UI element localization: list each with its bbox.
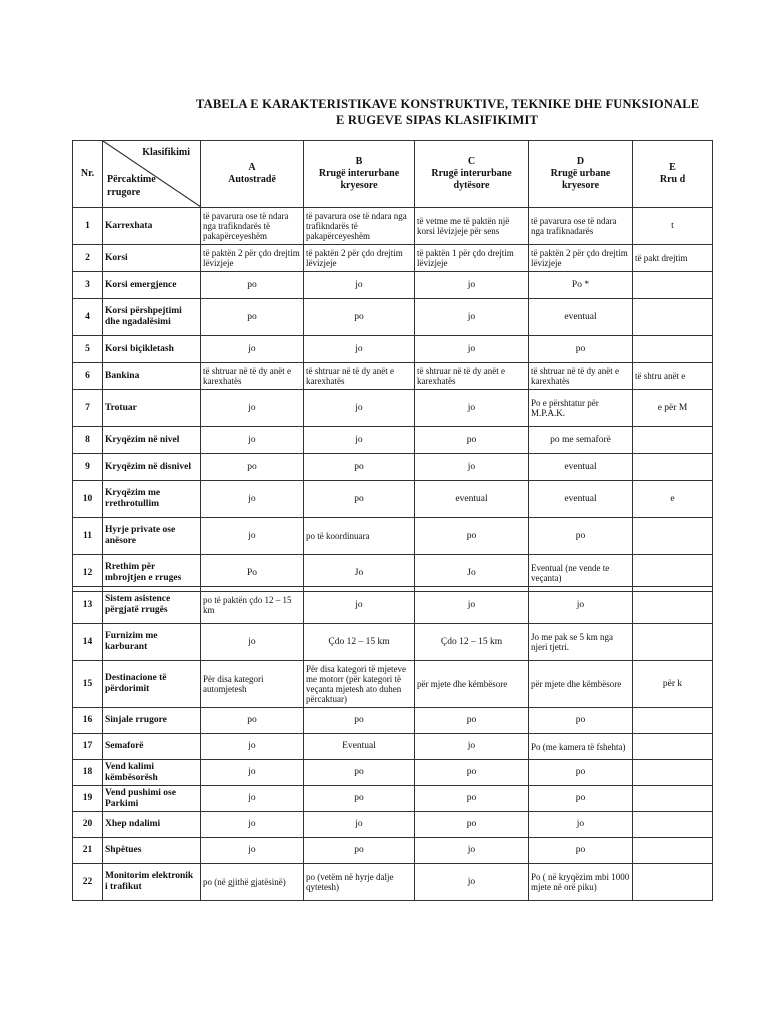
- title-line-2: E RUGEVE SIPAS KLASIFIKIMIT: [336, 113, 539, 127]
- row-number-cell: 12: [73, 555, 103, 592]
- cell-col-b: po: [304, 708, 415, 734]
- cell-col-d: të shtruar në të dy anët e karexhatës: [529, 363, 633, 390]
- cell-col-a: të pavarura ose të ndara nga trafikndarës të pakapërceyeshëm: [201, 208, 304, 245]
- row-feature-cell: Furnizim me karburant: [103, 624, 201, 661]
- table-row: [73, 864, 713, 901]
- cell-col-b: jo: [304, 390, 415, 427]
- row-feature-cell: Hyrje private ose anësore: [103, 518, 201, 555]
- cell-col-d: Po *: [529, 272, 633, 299]
- cell-col-a: të shtruar në të dy anët e karexhatës: [201, 363, 304, 390]
- header-classification-label: Klasifikimi: [142, 147, 190, 158]
- cell-col-a: Për disa kategori automjetesh: [201, 661, 304, 708]
- header-col-d: [529, 141, 633, 208]
- cell-col-a: po: [201, 299, 304, 336]
- row-feature-cell: Monitorim elektronik i trafikut: [103, 864, 201, 901]
- row-number-cell: 20: [73, 812, 103, 838]
- cell-col-c: të shtruar në të dy anët e karexhatës: [415, 363, 529, 390]
- cell-col-d: jo: [529, 587, 633, 624]
- cell-col-c: eventual: [415, 481, 529, 518]
- col-d-code: D: [576, 156, 585, 167]
- row-feature-cell: Korsi: [103, 245, 201, 272]
- cell-col-d: po: [529, 336, 633, 363]
- cell-col-b: po: [304, 481, 415, 518]
- cell-col-d: Jo me pak se 5 km nga njeri tjetri.: [529, 624, 633, 661]
- row-feature-cell: Korsi biçikletash: [103, 336, 201, 363]
- cell-col-e: të pakt drejtim: [633, 245, 713, 272]
- row-feature-cell: Vend pushimi ose Parkimi: [103, 786, 201, 812]
- row-number-cell: 11: [73, 518, 103, 555]
- classification-table-part-1: [72, 140, 713, 592]
- row-feature-cell: Semaforë: [103, 734, 201, 760]
- cell-col-e: e: [633, 481, 713, 518]
- cell-col-d: po: [529, 760, 633, 786]
- col-d-name: Rrugë urbane kryesore: [550, 168, 611, 191]
- header-road-definitions-label: [107, 173, 156, 199]
- row-number-cell: 9: [73, 454, 103, 481]
- row-number-cell: 15: [73, 661, 103, 708]
- row-number-cell: 5: [73, 336, 103, 363]
- row-feature-cell: Rrethim për mbrojtjen e rruges: [103, 555, 201, 592]
- row-number-cell: 4: [73, 299, 103, 336]
- table-row: [73, 518, 713, 555]
- cell-col-e: [633, 272, 713, 299]
- cell-col-a: jo: [201, 427, 304, 454]
- cell-col-b: po: [304, 786, 415, 812]
- row-number-cell: 3: [73, 272, 103, 299]
- cell-col-b: jo: [304, 587, 415, 624]
- row-feature-cell: Shpëtues: [103, 838, 201, 864]
- cell-col-c: po: [415, 427, 529, 454]
- cell-col-a: po të paktën çdo 12 – 15 km: [201, 587, 304, 624]
- table-row: [73, 208, 713, 245]
- cell-col-c: të paktën 1 për çdo drejtim lëvizjeje: [415, 245, 529, 272]
- cell-col-b: po: [304, 454, 415, 481]
- cell-col-a: të paktën 2 për çdo drejtim lëvizjeje: [201, 245, 304, 272]
- cell-col-a: Po: [201, 555, 304, 592]
- header-diag-bottom-1: Përcaktime: [107, 174, 156, 185]
- row-feature-cell: Sistem asistence përgjatë rrugës: [103, 587, 201, 624]
- cell-col-e: [633, 518, 713, 555]
- table-row: [73, 734, 713, 760]
- row-number-cell: 2: [73, 245, 103, 272]
- cell-col-a: jo: [201, 812, 304, 838]
- cell-col-c: Çdo 12 – 15 km: [415, 624, 529, 661]
- table-row: [73, 272, 713, 299]
- cell-col-b: jo: [304, 272, 415, 299]
- cell-col-c: për mjete dhe këmbësore: [415, 661, 529, 708]
- cell-col-b: Për disa kategori të mjeteve me motorr (për kategori të veçanta mjetesh ato duhen përcaktuar): [304, 661, 415, 708]
- table-body-part-2: [73, 587, 713, 901]
- cell-col-b: të shtruar në të dy anët e karexhatës: [304, 363, 415, 390]
- col-a-code: A: [248, 162, 256, 173]
- cell-col-e: [633, 812, 713, 838]
- cell-col-b: po: [304, 299, 415, 336]
- cell-col-e: [633, 624, 713, 661]
- cell-col-c: jo: [415, 299, 529, 336]
- cell-col-c: po: [415, 812, 529, 838]
- cell-col-a: jo: [201, 518, 304, 555]
- table-body-part-1: [73, 208, 713, 592]
- table-row: [73, 336, 713, 363]
- row-number-cell: 7: [73, 390, 103, 427]
- cell-col-d: Po (me kamera të fshehta): [529, 734, 633, 760]
- cell-col-c: jo: [415, 390, 529, 427]
- cell-col-a: jo: [201, 786, 304, 812]
- cell-col-a: jo: [201, 734, 304, 760]
- cell-col-e: [633, 427, 713, 454]
- cell-col-b: Çdo 12 – 15 km: [304, 624, 415, 661]
- cell-col-b: po: [304, 838, 415, 864]
- cell-col-e: e për M: [633, 390, 713, 427]
- cell-col-b: po: [304, 760, 415, 786]
- cell-col-c: po: [415, 518, 529, 555]
- cell-col-d: jo: [529, 812, 633, 838]
- cell-col-b: po të koordinuara: [304, 518, 415, 555]
- col-e-name: Rru d: [659, 174, 686, 185]
- table-row: [73, 390, 713, 427]
- cell-col-b: të paktën 2 për çdo drejtim lëvizjeje: [304, 245, 415, 272]
- cell-col-e: t: [633, 208, 713, 245]
- row-feature-cell: Kryqëzim në disnivel: [103, 454, 201, 481]
- table-row: [73, 812, 713, 838]
- cell-col-a: po: [201, 272, 304, 299]
- col-e-code: E: [669, 162, 676, 173]
- row-feature-cell: Xhep ndalimi: [103, 812, 201, 838]
- cell-col-a: jo: [201, 624, 304, 661]
- col-b-code: B: [355, 156, 363, 167]
- col-c-name: Rrugë interurbane dytësore: [431, 168, 512, 191]
- cell-col-c: jo: [415, 587, 529, 624]
- row-number-cell: 17: [73, 734, 103, 760]
- row-number-cell: 21: [73, 838, 103, 864]
- header-nr: Nr.: [73, 141, 103, 208]
- col-a-name: Autostradë: [228, 174, 276, 185]
- cell-col-e: [633, 786, 713, 812]
- cell-col-b: jo: [304, 812, 415, 838]
- row-number-cell: 1: [73, 208, 103, 245]
- cell-col-e: [633, 734, 713, 760]
- cell-col-a: jo: [201, 760, 304, 786]
- header-diag-bottom-2: rrugore: [107, 187, 141, 198]
- cell-col-d: eventual: [529, 481, 633, 518]
- cell-col-a: po: [201, 708, 304, 734]
- row-number-cell: 18: [73, 760, 103, 786]
- cell-col-e: [633, 454, 713, 481]
- cell-col-e: [633, 864, 713, 901]
- row-feature-cell: Bankina: [103, 363, 201, 390]
- cell-col-d: eventual: [529, 454, 633, 481]
- row-feature-cell: Kryqëzim me rrethrotullim: [103, 481, 201, 518]
- table-row: [73, 481, 713, 518]
- cell-col-e: [633, 838, 713, 864]
- row-number-cell: 8: [73, 427, 103, 454]
- cell-col-a: jo: [201, 336, 304, 363]
- header-col-e: [633, 141, 713, 208]
- cell-col-e: [633, 708, 713, 734]
- cell-col-c: po: [415, 786, 529, 812]
- cell-col-d: po: [529, 518, 633, 555]
- table-row: [73, 661, 713, 708]
- cell-col-c: jo: [415, 734, 529, 760]
- row-number-cell: 22: [73, 864, 103, 901]
- cell-col-d: po: [529, 786, 633, 812]
- table-row: [73, 587, 713, 624]
- cell-col-d: Po e përshtatur për M.P.A.K.: [529, 390, 633, 427]
- cell-col-b: të pavarura ose të ndara nga trafikndarës të pakapërceyeshëm: [304, 208, 415, 245]
- cell-col-d: të paktën 2 për çdo drejtim lëvizjeje: [529, 245, 633, 272]
- cell-col-c: jo: [415, 864, 529, 901]
- table-row: [73, 363, 713, 390]
- table-row: [73, 454, 713, 481]
- cell-col-e: [633, 299, 713, 336]
- cell-col-c: jo: [415, 272, 529, 299]
- document-title: [196, 96, 768, 128]
- cell-col-c: jo: [415, 454, 529, 481]
- row-number-cell: 6: [73, 363, 103, 390]
- cell-col-d: po: [529, 838, 633, 864]
- row-number-cell: 16: [73, 708, 103, 734]
- cell-col-d: po me semaforë: [529, 427, 633, 454]
- cell-col-e: të shtru anët e: [633, 363, 713, 390]
- table-row: [73, 624, 713, 661]
- cell-col-c: jo: [415, 838, 529, 864]
- cell-col-a: jo: [201, 390, 304, 427]
- header-col-a: [201, 141, 304, 208]
- cell-col-d: Po ( në kryqëzim mbi 1000 mjete në orë piku): [529, 864, 633, 901]
- table-row: [73, 786, 713, 812]
- table-row: [73, 299, 713, 336]
- table-row: [73, 760, 713, 786]
- row-feature-cell: Korsi përshpejtimi dhe ngadalësimi: [103, 299, 201, 336]
- row-feature-cell: Vend kalimi këmbësorësh: [103, 760, 201, 786]
- table-row: [73, 427, 713, 454]
- header-col-c: [415, 141, 529, 208]
- cell-col-d: për mjete dhe këmbësore: [529, 661, 633, 708]
- cell-col-b: Eventual: [304, 734, 415, 760]
- cell-col-e: [633, 760, 713, 786]
- cell-col-c: po: [415, 760, 529, 786]
- cell-col-c: po: [415, 708, 529, 734]
- header-col-b: [304, 141, 415, 208]
- cell-col-a: jo: [201, 838, 304, 864]
- row-number-cell: 19: [73, 786, 103, 812]
- row-number-cell: 13: [73, 587, 103, 624]
- row-number-cell: 14: [73, 624, 103, 661]
- cell-col-c: të vetme me të paktën një korsi lëvizjeje për sens: [415, 208, 529, 245]
- cell-col-e: [633, 336, 713, 363]
- table-row: [73, 838, 713, 864]
- row-feature-cell: Sinjale rrugore: [103, 708, 201, 734]
- row-feature-cell: Karrexhata: [103, 208, 201, 245]
- cell-col-b: po (vetëm në hyrje dalje qytetesh): [304, 864, 415, 901]
- cell-col-d: të pavarura ose të ndara nga trafiknadarës: [529, 208, 633, 245]
- row-number-cell: 10: [73, 481, 103, 518]
- row-feature-cell: Destinacione të përdorimit: [103, 661, 201, 708]
- col-b-name: Rrugë interurbane kryesore: [318, 168, 400, 191]
- header-diagonal-cell: [103, 141, 201, 208]
- cell-col-e: [633, 587, 713, 624]
- cell-col-b: Jo: [304, 555, 415, 592]
- row-feature-cell: Kryqëzim në nivel: [103, 427, 201, 454]
- row-feature-cell: Trotuar: [103, 390, 201, 427]
- cell-col-d: eventual: [529, 299, 633, 336]
- cell-col-b: jo: [304, 336, 415, 363]
- cell-col-b: jo: [304, 427, 415, 454]
- cell-col-d: po: [529, 708, 633, 734]
- col-c-code: C: [467, 156, 476, 167]
- cell-col-a: po (në gjithë gjatësinë): [201, 864, 304, 901]
- cell-col-a: jo: [201, 481, 304, 518]
- title-line-1: TABELA E KARAKTERISTIKAVE KONSTRUKTIVE, TEKNIKE DHE FUNKSIONALE: [196, 97, 700, 111]
- table-row: [73, 708, 713, 734]
- cell-col-a: po: [201, 454, 304, 481]
- classification-table-part-2: [72, 586, 713, 901]
- row-feature-cell: Korsi emergjence: [103, 272, 201, 299]
- cell-col-c: jo: [415, 336, 529, 363]
- cell-col-d: Eventual (ne vende te veçanta): [529, 555, 633, 592]
- table-row: [73, 245, 713, 272]
- cell-col-e: për k: [633, 661, 713, 708]
- cell-col-c: Jo: [415, 555, 529, 592]
